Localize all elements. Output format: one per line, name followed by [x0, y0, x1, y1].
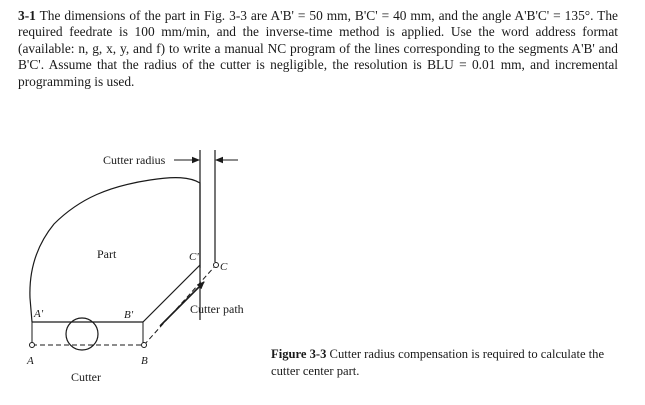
problem-number: 3-1: [18, 8, 36, 23]
point-b: [142, 343, 147, 348]
label-cutter: Cutter: [71, 370, 101, 384]
label-cutter-path: Cutter path: [190, 302, 244, 316]
caption-text: Cutter radius compensation is required to calculate the cutter center part.: [271, 347, 605, 378]
point-a: [30, 343, 35, 348]
label-a-prime: A': [34, 308, 44, 320]
label-c-prime: C': [189, 251, 199, 263]
label-b: B: [141, 355, 148, 367]
label-b-prime: B': [124, 309, 134, 321]
point-c: [214, 263, 219, 268]
figure-caption: [271, 346, 621, 380]
label-c: C: [220, 261, 228, 273]
caption-label: Figure 3-3: [271, 347, 327, 361]
problem-text: The dimensions of the part in Fig. 3-3 are A'B' = 50 mm, B'C' = 40 mm, and the angle A'B'C' = 135°. The required feedrate is 100 mm/min, and the inverse-time method is applied. Use the word address format (available: n, g, x, y, and f) to write a manual NC program of the lines corresponding to the segments A'B' and B'C'. Assume that the radius of the cutter is negligible, the resolution is BLU = 0.01 mm, and incremental programming is used.: [18, 8, 619, 89]
label-a: A: [27, 355, 34, 367]
label-part: Part: [97, 247, 117, 261]
label-cutter-radius: Cutter radius: [103, 153, 166, 167]
